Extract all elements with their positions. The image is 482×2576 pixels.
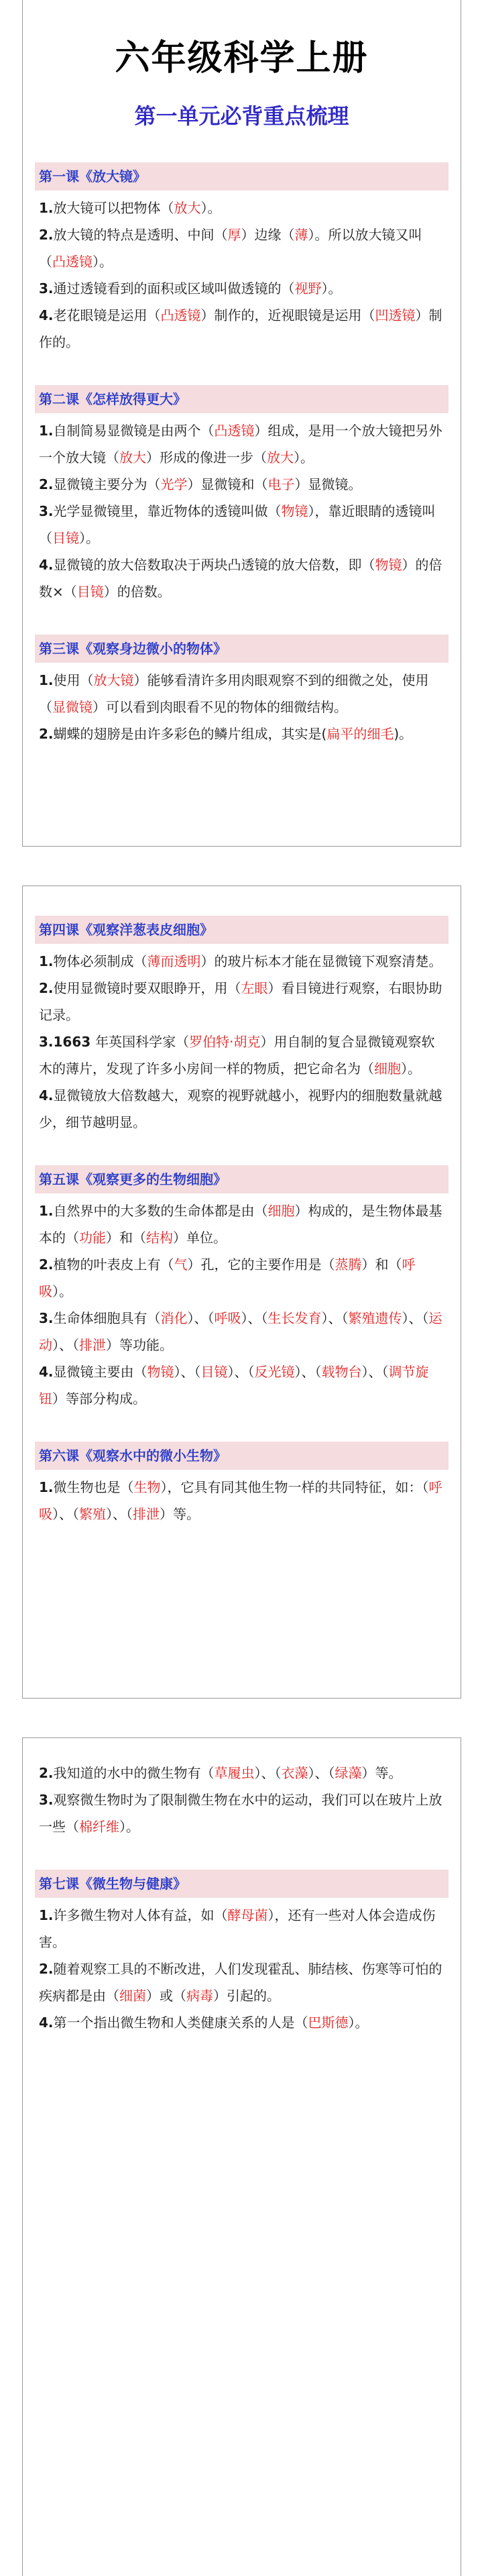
item-text: ）等。 — [160, 1506, 200, 1522]
item-text: ）、（ — [254, 1765, 282, 1781]
lesson-header: 第二课《怎样放得更大》 — [35, 385, 448, 413]
point-item — [35, 1082, 448, 1136]
item-text: 放大镜的特点是透明、中间（ — [53, 227, 228, 243]
answer-text: 绿藻 — [335, 1765, 362, 1781]
answer-text: 凸透镜 — [52, 254, 93, 270]
item-number: 3. — [39, 280, 54, 297]
item-text: ）。 — [348, 2015, 369, 2031]
answer-text: 酵母菌 — [227, 1907, 268, 1923]
answer-text: 物镜 — [375, 557, 402, 573]
item-number: 2. — [39, 980, 54, 996]
answer-text: 凹透镜 — [375, 307, 416, 323]
point-item — [35, 720, 448, 747]
point-item — [35, 1305, 448, 1358]
answer-text: 凸透镜 — [160, 307, 201, 323]
answer-text: 放大镜 — [93, 672, 134, 688]
item-text: ）的倍数×（ — [39, 557, 442, 600]
item-number: 2. — [39, 1961, 54, 1977]
page-1 — [22, 0, 461, 847]
answer-text: 薄而透明 — [147, 953, 201, 969]
item-text: 观察微生物时为了限制微生物在水中的运动，我们可以在玻片上放一些（ — [39, 1792, 442, 1835]
item-number: 4. — [39, 1364, 54, 1380]
lesson-header: 第五课《观察更多的生物细胞》 — [35, 1165, 448, 1193]
item-number: 4. — [39, 557, 54, 573]
answer-text: 呼吸 — [214, 1310, 241, 1326]
item-text: ）的玻片标本才能在显微镜下观察清楚。 — [200, 953, 442, 969]
item-number: 4. — [39, 307, 54, 323]
document-title: 六年级科学上册 — [115, 38, 369, 78]
item-text: ）显微镜。 — [294, 476, 362, 492]
item-text: ）。 — [52, 1283, 72, 1299]
answer-text: 排泄 — [79, 1337, 106, 1353]
point-item — [35, 1760, 448, 1786]
item-text: ）和（ — [361, 1256, 402, 1273]
answer-text: 衣藻 — [281, 1765, 308, 1781]
answer-text: 消化 — [160, 1310, 188, 1326]
point-item — [35, 302, 448, 356]
item-text: 蝴蝶的翅膀是由许多彩色的鳞片组成，其实是( — [53, 726, 327, 742]
lesson-header: 第七课《微生物与健康》 — [35, 1870, 448, 1898]
item-text: ）。 — [200, 200, 221, 216]
answer-text: 生物 — [133, 1479, 161, 1495]
point-item — [35, 2009, 448, 2036]
item-text: ）的倍数。 — [103, 584, 171, 600]
item-text: 自制简易显微镜是由两个（ — [53, 423, 215, 439]
item-text: 使用（ — [53, 672, 94, 688]
item-text: ）、（ — [294, 1364, 322, 1380]
answer-text: 繁殖遗传 — [348, 1310, 402, 1326]
answer-text: 凸透镜 — [214, 423, 255, 439]
item-text: 随着观察工具的不断改进，人们发现霍乱、肺结核、伤寒等可怕的疾病都是由（ — [39, 1961, 442, 2004]
item-text: 植物的叶表皮上有（ — [53, 1256, 174, 1273]
point-item — [35, 1028, 448, 1082]
lesson-header: 第三课《观察身边微小的物体》 — [35, 635, 448, 663]
answer-text: 调节旋钮 — [39, 1364, 429, 1407]
item-text: ）用自制的复合显微镜观察软木的薄片，发现了许多小房间一样的物质，把它命名为（ — [39, 1034, 435, 1077]
item-number: 1. — [39, 200, 54, 216]
item-number: 2. — [39, 1256, 54, 1273]
point-item — [35, 551, 448, 605]
item-text: ）可以看到肉眼看不见的物体的细微结构。 — [93, 699, 347, 715]
item-text: ）显微镜和（ — [187, 476, 268, 492]
point-item — [35, 275, 448, 302]
item-text: ）制作的，近视眼镜是运用（ — [200, 307, 375, 323]
answer-text: 扁平的细毛 — [326, 726, 394, 742]
answer-text: 繁殖 — [79, 1506, 106, 1522]
item-text: ）、（ — [361, 1364, 389, 1380]
point-item — [35, 1358, 448, 1412]
item-number: 1. — [39, 1203, 54, 1219]
lesson-header: 第一课《放大镜》 — [35, 162, 448, 191]
item-text: ）、（ — [106, 1506, 133, 1522]
page-3 — [22, 1737, 461, 2576]
item-text: 显微镜放大倍数越大，观察的视野就越小，视野内的细胞数量就越少，细节越明显。 — [39, 1087, 442, 1130]
answer-text: 视野 — [294, 280, 322, 297]
item-text: 物体必须制成（ — [53, 953, 147, 969]
item-text: ）能够看清许多用肉眼观察不到的细微之处，使用（ — [39, 672, 429, 715]
answer-text: 物镜 — [147, 1364, 174, 1380]
answer-text: 放大 — [174, 200, 201, 216]
point-item — [35, 417, 448, 471]
answer-text: 目镜 — [76, 584, 104, 600]
item-text: 使用显微镜时要双眼睁开，用（ — [53, 980, 241, 996]
item-number: 1. — [39, 1907, 54, 1923]
page-2 — [22, 885, 461, 1699]
point-item — [35, 1955, 448, 2009]
point-item — [35, 1197, 448, 1251]
item-text: 第一个指出微生物和人类健康关系的人是（ — [53, 2015, 308, 2031]
item-text: ）等。 — [361, 1765, 402, 1781]
item-text: ）和（ — [106, 1230, 146, 1246]
item-number: 2. — [39, 1765, 54, 1781]
answer-text: 生长发育 — [267, 1310, 322, 1326]
item-number: 4. — [39, 2015, 54, 2031]
item-number: 1. — [39, 672, 54, 688]
item-text: 放大镜可以把物体（ — [53, 200, 174, 216]
point-item — [35, 1251, 448, 1305]
answer-text: 目镜 — [200, 1364, 228, 1380]
item-text: ），靠近眼睛的透镜叫（ — [39, 503, 436, 546]
point-item — [35, 667, 448, 720]
item-text: ）等功能。 — [106, 1337, 173, 1353]
item-number: 4. — [39, 1087, 54, 1104]
item-text: ）。 — [93, 254, 113, 270]
point-item — [35, 975, 448, 1028]
answer-text: 病毒 — [186, 1988, 213, 2004]
item-text: ）等部分构成。 — [52, 1391, 146, 1407]
item-text: ）、（ — [308, 1765, 335, 1781]
item-text: ）孔，它的主要作用是（ — [187, 1256, 335, 1273]
answer-text: 气 — [174, 1256, 188, 1273]
item-text: ）。 — [79, 530, 99, 546]
item-text: ）、（ — [52, 1337, 79, 1353]
answer-text: 棉纤维 — [79, 1819, 119, 1835]
item-text: ）构成的，是生物体最基本的（ — [39, 1203, 442, 1246]
answer-text: 功能 — [79, 1230, 106, 1246]
answer-text: 呼吸 — [39, 1256, 416, 1299]
item-text: 光学显微镜里，靠近物体的透镜叫做（ — [53, 503, 282, 519]
answer-text: 草履虫 — [214, 1765, 255, 1781]
item-text: ）、（ — [227, 1364, 255, 1380]
item-text: )。 — [394, 726, 413, 742]
item-text: ）、（ — [321, 1310, 349, 1326]
item-text: ）组成，是用一个放大镜把另外一个放大镜（ — [39, 423, 442, 466]
answer-text: 光学 — [160, 476, 188, 492]
answer-text: 细胞 — [267, 1203, 295, 1219]
lesson-header: 第四课《观察洋葱表皮细胞》 — [35, 916, 448, 944]
item-number: 2. — [39, 227, 54, 243]
answer-text: 左眼 — [241, 980, 268, 996]
answer-text: 罗伯特·胡克 — [189, 1034, 261, 1050]
item-number: 1. — [39, 953, 54, 969]
item-text: ）。 — [294, 449, 314, 466]
item-text: ）边缘（ — [241, 227, 295, 243]
item-text: 生命体细胞具有（ — [53, 1310, 161, 1326]
item-text: 年英国科学家（ — [95, 1034, 190, 1050]
answer-text: 反光镜 — [254, 1364, 295, 1380]
item-text: ）制作的。 — [39, 307, 442, 350]
answer-text: 呼吸 — [39, 1479, 442, 1522]
answer-text: 运动 — [39, 1310, 442, 1353]
item-text: 老花眼镜是运用（ — [53, 307, 161, 323]
item-text: ），还有一些对人体会造成伤害。 — [39, 1907, 436, 1950]
answer-text: 目镜 — [52, 530, 79, 546]
item-text: ）、（ — [187, 1310, 215, 1326]
point-item — [35, 195, 448, 221]
answer-text: 物镜 — [281, 503, 308, 519]
item-text: 显微镜主要由（ — [53, 1364, 147, 1380]
answer-text: 显微镜 — [52, 699, 93, 715]
item-text: 我知道的水中的微生物有（ — [53, 1765, 215, 1781]
answer-text: 厚 — [227, 227, 241, 243]
item-text: ）、（ — [174, 1364, 201, 1380]
item-text: ），它具有同其他生物一样的共同特征，如：（ — [160, 1479, 429, 1495]
item-number: 1. — [39, 1479, 54, 1495]
item-text: 通过透镜看到的面积或区域叫做透镜的（ — [53, 280, 295, 297]
item-text: ）看目镜进行观察，右眼协助记录。 — [39, 980, 442, 1023]
item-text: ）、（ — [52, 1506, 79, 1522]
point-item — [35, 1474, 448, 1527]
answer-text: 电子 — [267, 476, 295, 492]
answer-text: 细菌 — [119, 1988, 146, 2004]
point-item — [35, 948, 448, 975]
point-item — [35, 1786, 448, 1840]
item-text: ）。 — [401, 1061, 421, 1077]
point-item — [35, 1902, 448, 1955]
answer-text: 排泄 — [133, 1506, 160, 1522]
item-text: ）、（ — [402, 1310, 429, 1326]
item-number: 3. — [39, 503, 54, 519]
item-text: ）单位。 — [173, 1230, 227, 1246]
item-text: ）形成的像进一步（ — [146, 449, 267, 466]
item-text: 许多微生物对人体有益，如（ — [53, 1907, 228, 1923]
item-number: 3.1663 — [39, 1034, 96, 1050]
item-number: 2. — [39, 476, 54, 492]
item-number: 3. — [39, 1792, 54, 1808]
item-text: 微生物也是（ — [53, 1479, 134, 1495]
answer-text: 薄 — [294, 227, 308, 243]
point-item — [35, 471, 448, 498]
answer-text: 载物台 — [321, 1364, 362, 1380]
answer-text: 巴斯德 — [308, 2015, 349, 2031]
point-item — [35, 498, 448, 551]
answer-text: 细胞 — [374, 1061, 401, 1077]
item-text: ）或（ — [146, 1988, 186, 2004]
item-number: 3. — [39, 1310, 54, 1326]
lesson-header: 第六课《观察水中的微小生物》 — [35, 1442, 448, 1470]
item-text: 显微镜的放大倍数取决于两块凸透镜的放大倍数，即（ — [53, 557, 375, 573]
answer-text: 蒸腾 — [335, 1256, 362, 1273]
answer-text: 放大 — [267, 449, 294, 466]
document-subtitle: 第一单元必背重点梳理 — [134, 103, 349, 129]
answer-text: 放大 — [119, 449, 146, 466]
item-text: 显微镜主要分为（ — [53, 476, 161, 492]
item-text: ）。 — [321, 280, 342, 297]
item-number: 1. — [39, 423, 54, 439]
item-text: 自然界中的大多数的生命体都是由（ — [53, 1203, 268, 1219]
point-item — [35, 221, 448, 275]
item-text: ）。所以放大镜又叫（ — [39, 227, 422, 270]
item-text: ）。 — [119, 1819, 139, 1835]
answer-text: 结构 — [146, 1230, 173, 1246]
item-number: 2. — [39, 726, 54, 742]
item-text: ）、（ — [241, 1310, 268, 1326]
item-text: ）引起的。 — [213, 1988, 280, 2004]
